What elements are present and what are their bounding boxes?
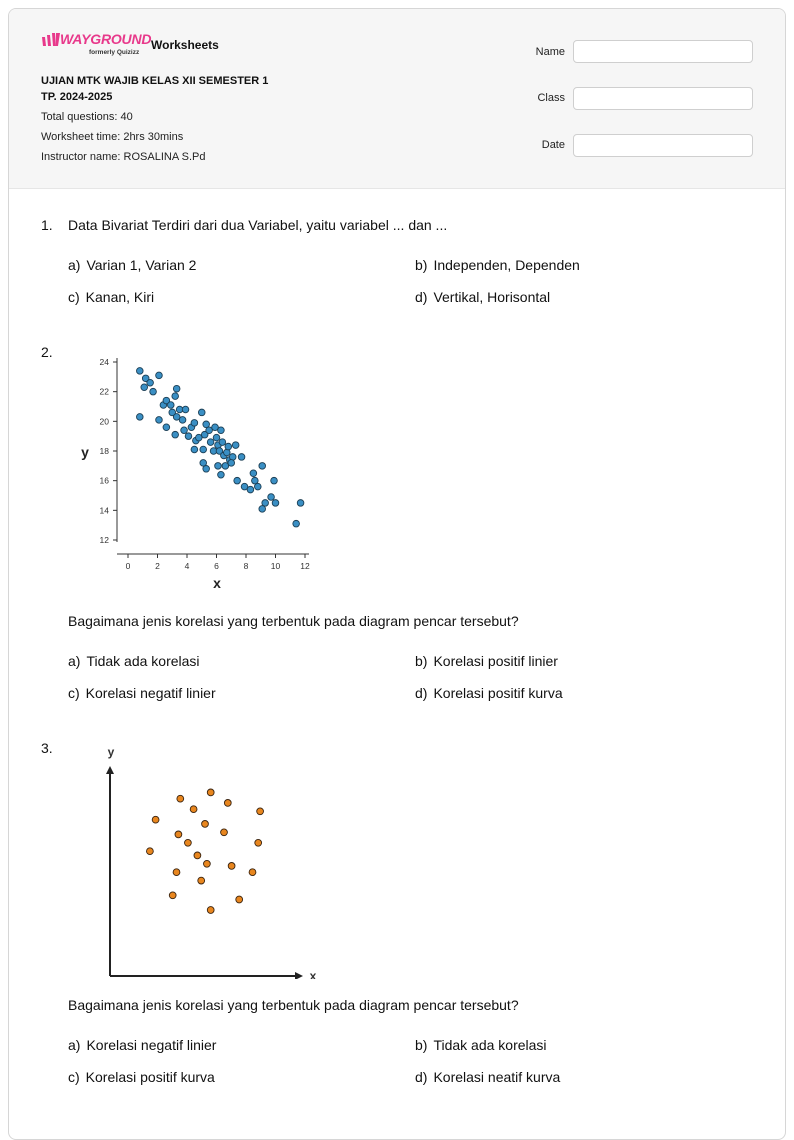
scatter-point <box>249 869 256 876</box>
x-axis-label: x <box>213 575 221 591</box>
scatter-point <box>202 821 209 828</box>
x-tick-label: 0 <box>125 561 131 571</box>
y-tick-label: 18 <box>99 446 109 456</box>
name-field[interactable] <box>573 40 753 63</box>
scatter-point <box>224 800 231 807</box>
worksheet-title-line-1: UJIAN MTK WAJIB KELAS XII SEMESTER 1 <box>41 75 269 87</box>
x-tick-label: 6 <box>214 561 219 571</box>
option-text: Korelasi negatif linier <box>85 685 216 701</box>
scatter-point <box>259 506 266 513</box>
option-b[interactable] <box>415 653 558 669</box>
y-tick-label: 20 <box>99 416 109 427</box>
scatter-point <box>232 442 239 449</box>
question-number: 2. <box>41 344 53 360</box>
option-letter: c) <box>68 1069 80 1085</box>
option-a[interactable] <box>68 653 200 669</box>
scatter-point <box>228 863 235 870</box>
scatter-chart-negative <box>65 344 325 594</box>
option-letter: a) <box>68 653 81 669</box>
x-axis-label: x <box>309 969 317 979</box>
option-d[interactable] <box>415 685 563 701</box>
scatter-point <box>147 379 154 386</box>
worksheet-header <box>9 9 785 189</box>
option-a[interactable] <box>68 1037 216 1053</box>
scatter-point <box>156 372 163 379</box>
scatter-point <box>259 463 266 470</box>
y-tick-label: 24 <box>99 357 109 367</box>
total-questions: Total questions: 40 <box>41 111 133 123</box>
option-a[interactable] <box>68 257 196 273</box>
scatter-point <box>268 494 275 501</box>
scatter-point <box>207 439 214 446</box>
worksheet-page <box>8 8 786 1140</box>
option-c[interactable] <box>68 289 154 305</box>
y-tick-label: 14 <box>99 505 109 516</box>
scatter-point <box>152 816 159 823</box>
option-text: Korelasi neatif kurva <box>433 1069 561 1085</box>
option-d[interactable] <box>415 289 550 305</box>
scatter-point <box>207 907 214 914</box>
class-label: Class <box>537 92 565 104</box>
scatter-point <box>141 384 148 391</box>
option-text: Korelasi positif kurva <box>85 1069 215 1085</box>
y-tick-label: 22 <box>99 386 109 397</box>
option-text: Kanan, Kiri <box>85 289 155 305</box>
option-d[interactable] <box>415 1069 560 1085</box>
x-axis-arrow-icon <box>295 972 303 979</box>
scatter-point <box>255 839 262 846</box>
option-text: Independen, Dependen <box>433 257 580 273</box>
scatter-point <box>215 463 222 470</box>
scatter-point <box>147 848 154 855</box>
scatter-point <box>173 869 180 876</box>
logo-mark-icon <box>41 33 61 47</box>
logo-subtitle: formerly Quizizz <box>89 49 140 56</box>
scatter-point <box>228 460 235 467</box>
option-b[interactable] <box>415 257 580 273</box>
option-text: Tidak ada korelasi <box>433 1037 547 1053</box>
name-label: Name <box>535 46 565 58</box>
option-letter: b) <box>415 1037 428 1053</box>
date-label: Date <box>541 139 565 151</box>
scatter-point <box>156 417 163 424</box>
option-c[interactable] <box>68 1069 215 1085</box>
wayground-logo <box>41 31 152 59</box>
y-axis-arrow-icon <box>106 766 114 774</box>
scatter-point <box>297 500 304 507</box>
scatter-point <box>177 795 184 802</box>
option-text: Korelasi negatif linier <box>86 1037 217 1053</box>
scatter-point <box>172 431 179 438</box>
option-letter: a) <box>68 1037 81 1053</box>
scatter-point <box>137 414 144 421</box>
option-letter: b) <box>415 257 428 273</box>
option-text: Varian 1, Varian 2 <box>86 257 197 273</box>
scatter-point <box>191 420 198 427</box>
x-tick-label: 4 <box>184 561 190 571</box>
option-c[interactable] <box>68 685 216 701</box>
scatter-point <box>225 443 232 450</box>
instructor-name: Instructor name: ROSALINA S.Pd <box>41 151 206 163</box>
y-tick-label: 12 <box>99 535 109 545</box>
scatter-point <box>175 831 182 838</box>
scatter-point <box>271 477 278 484</box>
scatter-point <box>182 406 189 413</box>
option-letter: a) <box>68 257 81 273</box>
scatter-point <box>181 427 188 434</box>
x-tick-label: 2 <box>155 561 160 571</box>
option-text: Vertikal, Horisontal <box>433 289 551 305</box>
x-tick-label: 12 <box>300 561 310 571</box>
option-letter: c) <box>68 289 80 305</box>
scatter-point <box>204 860 211 867</box>
question-text: Bagaimana jenis korelasi yang terbentuk pada diagram pencar tersebut? <box>68 613 519 629</box>
scatter-point <box>185 839 192 846</box>
question-number: 1. <box>41 217 53 233</box>
scatter-point <box>150 388 157 395</box>
x-tick-label: 8 <box>243 561 249 571</box>
option-letter: b) <box>415 653 428 669</box>
scatter-point <box>219 439 226 446</box>
scatter-point <box>221 829 228 836</box>
scatter-point <box>213 434 220 441</box>
scatter-point <box>163 424 170 431</box>
y-tick-label: 16 <box>99 475 109 486</box>
scatter-point <box>236 896 243 903</box>
y-axis-label: y <box>81 444 89 460</box>
scatter-point <box>255 483 262 490</box>
option-b[interactable] <box>415 1037 547 1053</box>
scatter-point <box>173 385 180 392</box>
scatter-point <box>194 852 201 859</box>
scatter-point <box>250 470 257 477</box>
worksheet-time: Worksheet time: 2hrs 30mins <box>41 131 184 143</box>
scatter-chart-no-correlation <box>85 734 325 979</box>
worksheets-label: Worksheets <box>151 38 219 52</box>
worksheet-title-line-2: TP. 2024-2025 <box>41 91 113 103</box>
question-number: 3. <box>41 740 53 756</box>
date-field[interactable] <box>573 134 753 157</box>
option-text: Korelasi positif kurva <box>433 685 563 701</box>
scatter-point <box>257 808 264 815</box>
question-text: Data Bivariat Terdiri dari dua Variabel, yaitu variabel ... dan ... <box>68 217 448 233</box>
scatter-point <box>185 433 192 440</box>
scatter-point <box>218 471 225 478</box>
scatter-point <box>172 393 179 400</box>
scatter-point <box>198 877 205 884</box>
logo-wordmark: WAYGROUND <box>60 31 152 47</box>
scatter-point <box>137 368 144 375</box>
scatter-point <box>169 892 176 899</box>
option-letter: c) <box>68 685 80 701</box>
scatter-point <box>200 446 207 453</box>
question-text: Bagaimana jenis korelasi yang terbentuk pada diagram pencar tersebut? <box>68 997 519 1013</box>
scatter-point <box>218 427 225 434</box>
scatter-point <box>179 417 186 424</box>
scatter-point <box>191 446 198 453</box>
x-tick-label: 10 <box>270 561 281 571</box>
worksheet-title <box>41 73 268 105</box>
option-letter: d) <box>415 685 428 701</box>
option-letter: d) <box>415 1069 428 1085</box>
option-letter: d) <box>415 289 428 305</box>
scatter-point <box>190 806 197 813</box>
scatter-point <box>207 789 214 796</box>
y-axis-label: y <box>107 745 115 759</box>
scatter-point <box>203 466 210 473</box>
scatter-point <box>247 486 254 493</box>
scatter-point <box>167 402 174 409</box>
scatter-point <box>234 477 241 484</box>
option-text: Tidak ada korelasi <box>86 653 200 669</box>
option-text: Korelasi positif linier <box>433 653 558 669</box>
class-field[interactable] <box>573 87 753 110</box>
scatter-point <box>272 500 279 507</box>
scatter-point <box>198 409 205 416</box>
scatter-point <box>238 454 245 461</box>
scatter-point <box>293 520 300 527</box>
